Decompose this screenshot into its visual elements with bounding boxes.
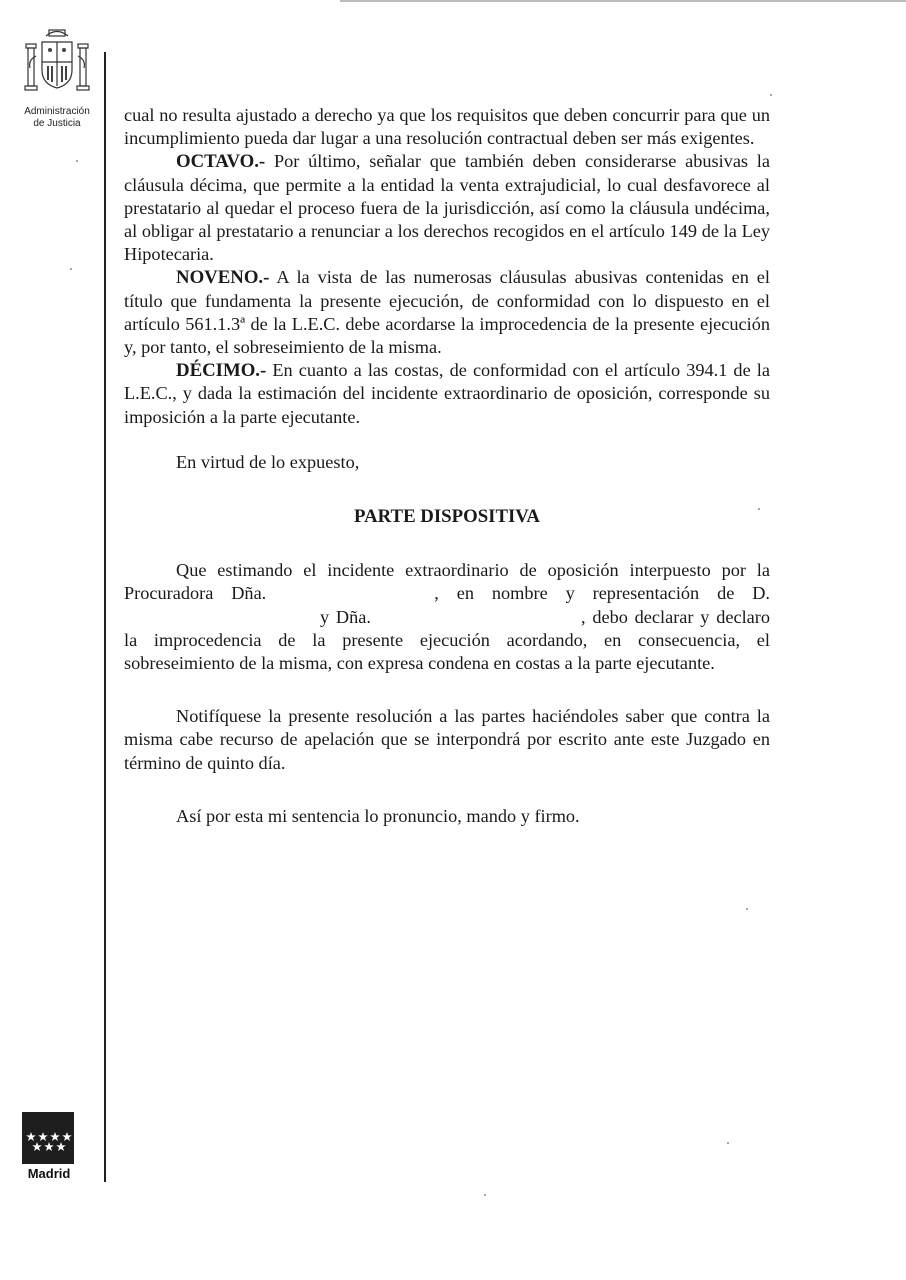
institution-line-1: Administración [24,106,90,117]
section-title: PARTE DISPOSITIVA [354,506,540,528]
octavo-heading: OCTAVO.- [176,151,266,173]
noveno-heading: NOVENO.- [176,267,270,289]
document-body [124,104,770,828]
madrid-label: Madrid [27,1166,71,1181]
scan-speck [70,268,72,270]
octavo-text: Por último, señalar que también deben considerarse abusivas la cláusula décima, que permite a la entidad la venta extrajudicial, lo cual desfavorece al prestatario al quedar el proceso fuera de la jurisdicción, así como la cláusula undécima, al obligar al prestatario a renunciar a los derechos recogidos en el artículo 149 de la Ley Hipotecaria. [124,151,770,265]
scan-speck [727,1142,729,1144]
paragraph-octavo [124,150,770,266]
scan-speck [770,94,772,96]
margin-rule [104,52,106,1182]
decimo-text: En cuanto a las costas, de conformidad con el artículo 394.1 de la L.E.C., y dada la estimación del incidente extraordinario de oposición, corresponde su imposición a la parte ejecutante. [124,360,770,427]
noveno-text: A la vista de las numerosas cláusulas abusivas contenidas en el título que fundamenta la presente ejecución, de conformidad con lo dispuesto en el artículo 561.1.3ª de la L.E.C. debe acordarse la improcedencia de la presente ejecución y, por tanto, el sobreseimiento de la misma. [124,267,770,358]
fallo-part-a: Que estimando el incidente extraordinario de oposición interpuesto por la Procuradora Dña. [124,560,770,604]
fallo-part-c: y Dña. [320,606,371,627]
top-edge-line [340,0,906,2]
scan-speck [484,1194,486,1196]
institution-line-2: de Justicia [33,118,81,129]
decimo-heading: DÉCIMO.- [176,360,267,382]
paragraph-decimo [124,359,770,429]
scan-speck [746,908,748,910]
paragraph-virtud: En virtud de lo expuesto, [176,451,360,472]
paragraph-cierre: Así por esta mi sentencia lo pronuncio, mando y firmo. [176,805,580,826]
paragraph-fallo [124,559,770,675]
institution-label [10,106,104,130]
madrid-flag-icon [22,1112,74,1164]
paragraph-noveno [124,266,770,359]
coat-of-arms-icon [22,26,92,104]
fallo-part-d: , debo declarar y declaro la improcedencia de la presente ejecución acordando, en consecuencia, el sobreseimiento de la misma, con expresa condena en costas a la parte ejecutante. [124,606,771,674]
scan-speck [758,508,760,510]
scan-speck [76,160,78,162]
fallo-part-b: , en nombre y representación de D. [434,583,770,604]
paragraph-continuation: cual no resulta ajustado a derecho ya que los requisitos que deben concurrir para que un incumplimiento pueda dar lugar a una resolución contractual deben ser más exigentes. [124,105,770,149]
paragraph-notificacion: Notifíquese la presente resolución a las partes haciéndoles saber que contra la misma cabe recurso de apelación que se interpondrá por escrito ante este Juzgado en término de quinto día. [124,706,770,773]
